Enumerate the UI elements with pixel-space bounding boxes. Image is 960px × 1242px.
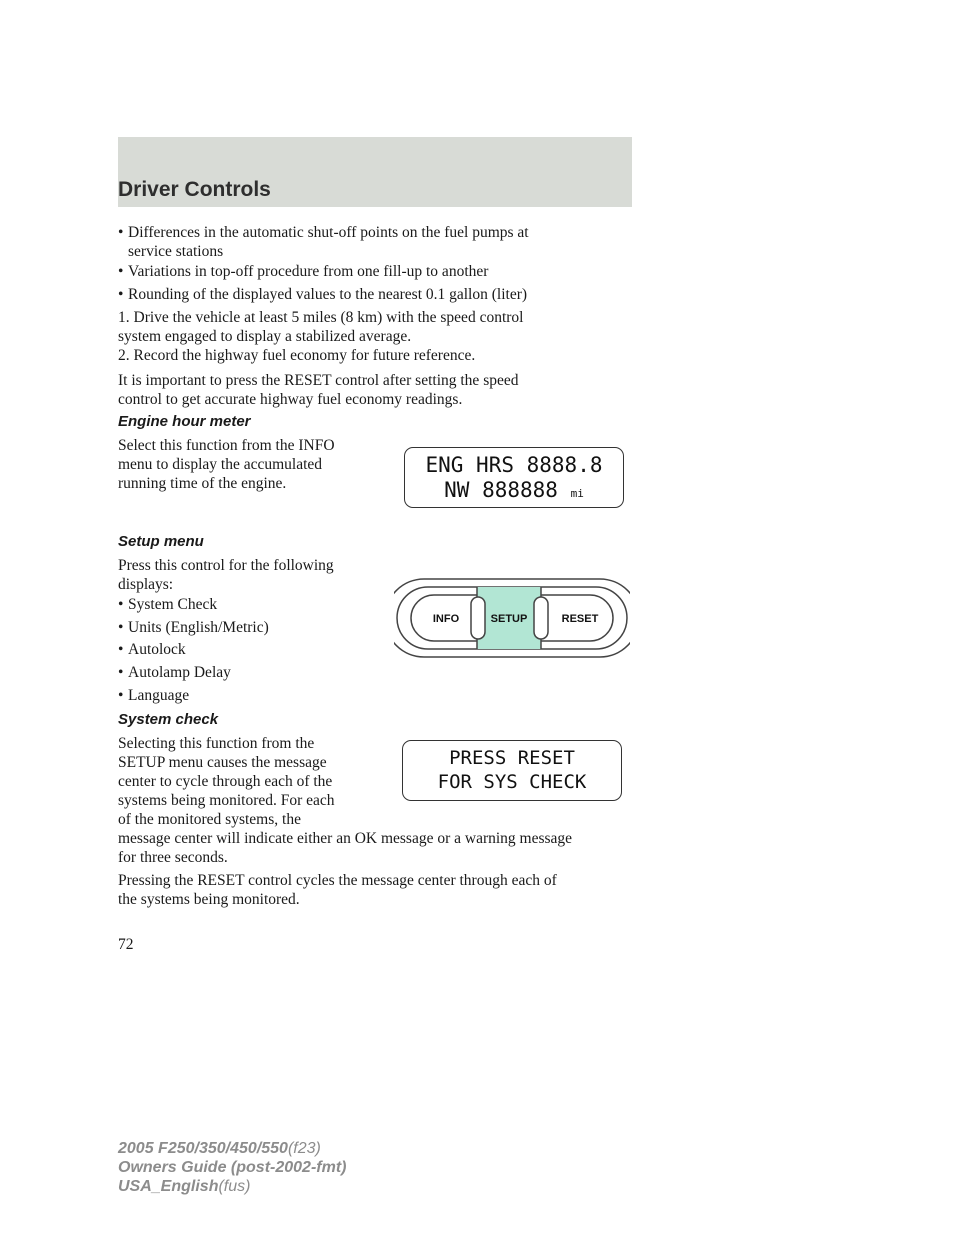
paragraph-text: Select this function from the INFO xyxy=(118,437,335,454)
system-check-display xyxy=(402,740,622,801)
setup-item: Language xyxy=(128,687,190,704)
bullet-dot: • xyxy=(118,641,124,658)
setup-item: System Check xyxy=(128,596,218,613)
display-unit: mi xyxy=(570,487,584,500)
engine-hour-heading: Engine hour meter xyxy=(118,413,251,430)
paragraph-text: It is important to press the RESET control after setting the speed xyxy=(118,372,519,389)
paragraph-text: center to cycle through each of the xyxy=(118,773,333,790)
section-title: Driver Controls xyxy=(118,178,271,201)
page-number: 72 xyxy=(118,936,134,953)
paragraph-text: for three seconds. xyxy=(118,849,228,866)
control-buttons-illustration xyxy=(394,575,630,661)
right-divider-knob xyxy=(534,597,548,639)
paragraph-text: running time of the engine. xyxy=(118,475,287,492)
step-text: system engaged to display a stabilized average. xyxy=(118,328,412,345)
setup-item: Autolamp Delay xyxy=(128,664,231,681)
step-text: 2. Record the highway fuel economy for future reference. xyxy=(118,347,476,364)
reset-button[interactable]: RESET xyxy=(561,613,599,625)
display-line: PRESS RESET xyxy=(449,747,575,769)
footer-model: 2005 F250/350/450/550 xyxy=(118,1140,288,1157)
paragraph-text: displays: xyxy=(118,576,174,593)
paragraph-text: menu to display the accumulated xyxy=(118,456,323,473)
footer-guide: Owners Guide (post-2002-fmt) xyxy=(118,1159,347,1176)
bullet-text: Differences in the automatic shut-off points on the fuel pumps at xyxy=(128,224,529,241)
left-divider-knob xyxy=(471,597,485,639)
paragraph-text: Selecting this function from the xyxy=(118,735,315,752)
display-line: FOR SYS CHECK xyxy=(437,771,587,793)
setup-menu-heading: Setup menu xyxy=(118,533,204,550)
footer-language: USA_English xyxy=(118,1178,219,1195)
paragraph-text: the systems being monitored. xyxy=(118,891,300,908)
bullet-dot: • xyxy=(118,263,124,280)
bullet-dot: • xyxy=(118,286,124,303)
paragraph-text: of the monitored systems, the xyxy=(118,811,301,828)
paragraph-text: Pressing the RESET control cycles the message center through each of xyxy=(118,872,557,889)
footer-model-code: (f23) xyxy=(287,1140,321,1157)
display-value: NW 888888 xyxy=(444,478,558,502)
setup-button[interactable]: SETUP xyxy=(490,613,528,625)
bullet-text: service stations xyxy=(128,243,224,260)
paragraph-text: SETUP menu causes the message xyxy=(118,754,327,771)
display-line: ENG HRS 8888.8 xyxy=(425,453,603,477)
setup-item: Units (English/Metric) xyxy=(128,619,269,636)
bullet-dot: • xyxy=(118,619,124,636)
bullet-text: Rounding of the displayed values to the nearest 0.1 gallon (liter) xyxy=(128,286,528,303)
paragraph-text: systems being monitored. For each xyxy=(118,792,335,809)
info-button[interactable]: INFO xyxy=(432,613,460,625)
display-line xyxy=(405,478,623,502)
document-footer xyxy=(118,1139,346,1196)
paragraph-text: Press this control for the following xyxy=(118,557,334,574)
setup-item: Autolock xyxy=(128,641,186,658)
paragraph-text: message center will indicate either an OK message or a warning message xyxy=(118,830,573,847)
bullet-text: Variations in top-off procedure from one fill-up to another xyxy=(128,263,489,280)
system-check-heading: System check xyxy=(118,711,219,728)
bullet-dot: • xyxy=(118,596,124,613)
paragraph-text: control to get accurate highway fuel economy readings. xyxy=(118,391,463,408)
footer-language-code: (fus) xyxy=(218,1178,251,1195)
engine-hour-display xyxy=(404,447,624,508)
bullet-dot: • xyxy=(118,664,124,681)
bullet-dot: • xyxy=(118,224,124,241)
bullet-dot: • xyxy=(118,687,124,704)
step-text: 1. Drive the vehicle at least 5 miles (8 km) with the speed control xyxy=(118,309,524,326)
